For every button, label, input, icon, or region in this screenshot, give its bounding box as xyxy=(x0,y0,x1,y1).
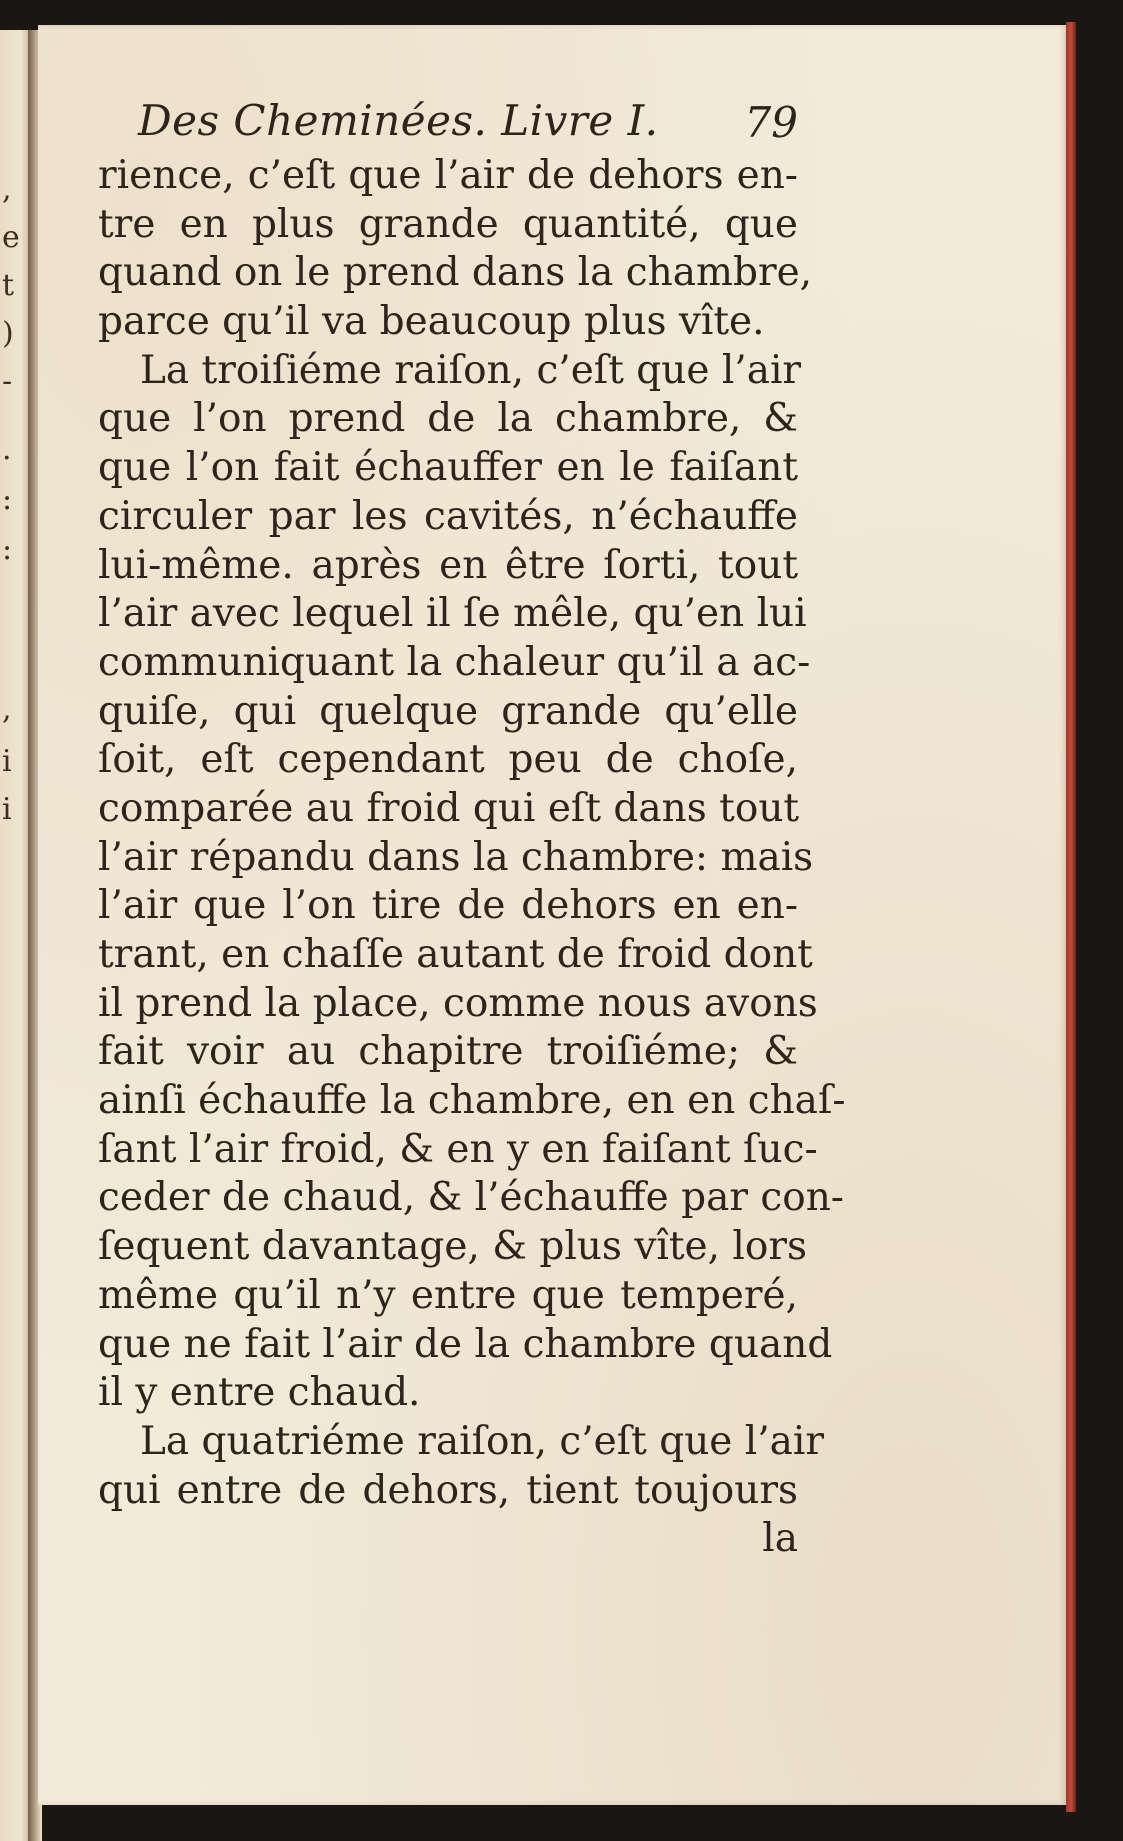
text-line: ſant l’air froid, & en y en faiſant ſuc- xyxy=(98,1126,818,1172)
text-line: comparée au froid qui eſt dans tout xyxy=(98,785,800,831)
facing-page-fragment: e xyxy=(2,220,20,255)
text-line: ſequent davantage, & plus vîte, lors xyxy=(98,1224,807,1270)
text-line: quiſe, qui quelque grande qu’elle xyxy=(98,688,798,734)
text-line: circuler par les cavités, n’échauffe xyxy=(98,493,798,539)
facing-page-fragment: t xyxy=(2,268,15,303)
page-number: 79 xyxy=(744,98,798,147)
facing-page-fragment: : xyxy=(2,532,13,567)
text-line: même qu’il n’y entre que temperé, xyxy=(98,1272,798,1318)
text-line: que ne fait l’air de la chambre quand xyxy=(98,1321,833,1367)
facing-page-edge xyxy=(0,30,30,1841)
facing-page-fragment: - xyxy=(2,364,13,399)
text-line: trant, en chaſſe autant de froid dont xyxy=(98,932,813,977)
text-line: l’air que l’on tire de dehors en en- xyxy=(98,883,798,929)
text-line: que l’on prend de la chambre, & xyxy=(98,396,798,442)
text-line: que l’on fait échauffer en le faiſant xyxy=(98,445,798,491)
facing-page-fragment: , xyxy=(2,172,12,207)
facing-page-fragment: i xyxy=(2,744,12,779)
text-line: ceder de chaud, & l’échauffe par con- xyxy=(98,1175,844,1221)
catchword: la xyxy=(762,1516,798,1562)
page-header xyxy=(98,96,798,152)
text-line: rience, c’eſt que l’air de dehors en- xyxy=(98,153,798,198)
text-line: parce qu’il va beaucoup plus vîte. xyxy=(98,299,765,345)
page-text-block xyxy=(98,96,846,1563)
text-line: tre en plus grande quantité, que xyxy=(98,201,798,247)
text-line: La troiſiéme raiſon, c’eſt que l’air xyxy=(140,347,802,393)
text-line: La quatriéme raiſon, c’eſt que l’air xyxy=(140,1418,825,1464)
facing-page-fragment: : xyxy=(2,482,13,517)
text-line: l’air avec lequel il ſe mêle, qu’en lui xyxy=(98,591,807,637)
facing-page-fragment: . xyxy=(2,432,12,467)
page-red-edge xyxy=(1066,22,1076,1812)
text-line: il y entre chaud. xyxy=(98,1370,421,1416)
text-line: qui entre de dehors, tient toujours xyxy=(98,1467,798,1513)
facing-page-fragment: , xyxy=(2,692,12,727)
running-head: Des Cheminées. Livre I. xyxy=(138,96,659,145)
text-line: quand on le prend dans la chambre, xyxy=(98,250,813,296)
facing-page-fragment: ) xyxy=(2,316,14,351)
text-line: il prend la place, comme nous avons xyxy=(98,980,818,1026)
text-line: ſoit, eſt cependant peu de choſe, xyxy=(98,737,798,783)
text-line: ainſi échauffe la chambre, en en chaſ- xyxy=(98,1078,846,1124)
text-line: l’air répandu dans la chambre: mais xyxy=(98,834,814,880)
text-line: fait voir au chapitre troiſiéme; & xyxy=(98,1029,798,1075)
facing-page-fragment: i xyxy=(2,792,12,827)
text-line: communiquant la chaleur qu’il a ac- xyxy=(98,639,811,685)
text-line: lui-même. après en être ſorti, tout xyxy=(98,542,798,588)
